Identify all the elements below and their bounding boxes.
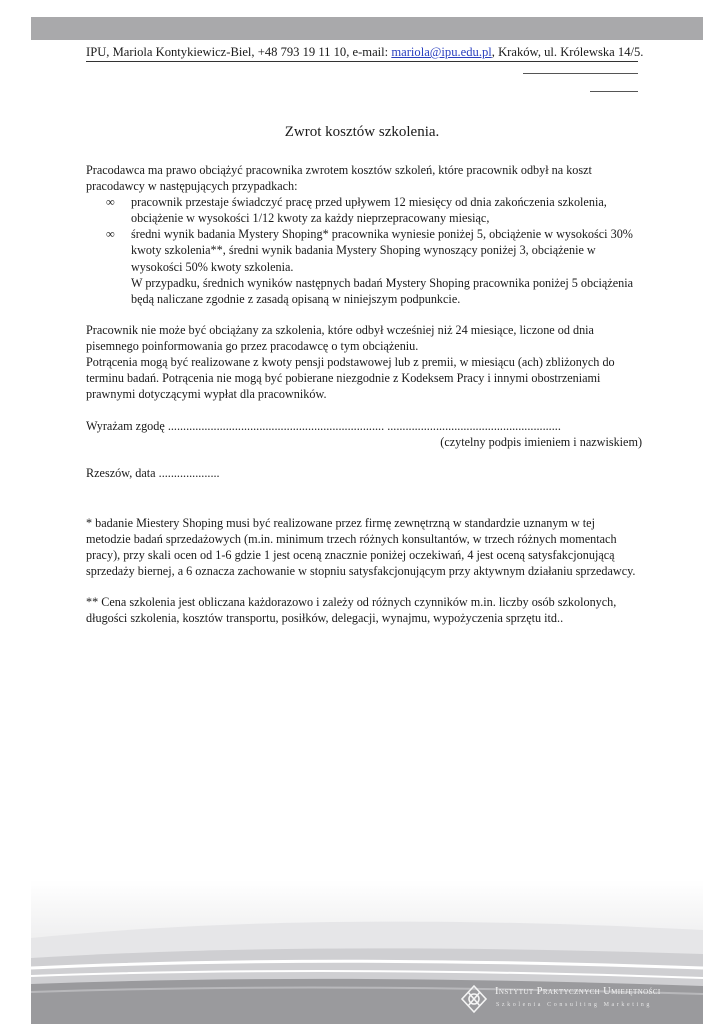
list-item	[86, 194, 642, 226]
header-bar	[31, 17, 703, 40]
paragraph-deductions: Potrącenia mogą być realizowane z kwoty pensji podstawowej lub z premii, w miesiącu (ach) zbliżonych do terminu badań. Potrącenia nie mogą być pobierane niezgodnie z Kodeksem Pracy i innymi obostrzeniami prawnymi dotyczącymi wypłat dla pracowników.	[86, 355, 615, 402]
header-divider	[86, 61, 638, 62]
footnotes	[86, 515, 642, 627]
list-item-text: pracownik przestaje świadczyć pracę przed upływem 12 miesięcy od dnia zakończenia szkolenia, obciążenie w wysokości 1/12 kwoty za każdy nieprzepracowany miesiąc,	[131, 195, 607, 226]
consent-block	[86, 418, 642, 450]
celtic-knot-icon	[458, 984, 490, 1014]
company-logo	[458, 982, 688, 1016]
logo-name: Instytut Praktycznych Umiejętności	[495, 986, 661, 997]
intro-paragraph: Pracodawca ma prawo obciążyć pracownika zwrotem kosztów szkoleń, które pracownik odbył na koszt pracodawcy w następujących przypadkach:	[86, 163, 592, 194]
email-link[interactable]: mariola@ipu.edu.pl	[391, 45, 492, 59]
conditions-list	[86, 194, 642, 274]
letterhead-address: , Kraków, ul. Królewska 14/5.	[491, 45, 644, 59]
signature-caption: (czytelny podpis imieniem i nazwiskiem)	[440, 435, 642, 450]
document-body	[86, 162, 642, 402]
signature-line-2	[590, 91, 638, 92]
signature-line-1	[523, 73, 638, 74]
paragraph-limit: Pracownik nie może być obciążany za szkolenia, które odbył wcześniej niż 24 miesiące, liczone od dnia pisemnego poinformowania go przez pracodawcę o tym obciążeniu.	[86, 322, 594, 353]
footnote-1: * badanie Miestery Shoping musi być realizowane przez firmę zewnętrzną w standardzie uznanym w tej metodzie badań sprzedażowych (m.in. minimum trzech różnych konsultantów, w trzech różnych momentach pracy), przy skali ocen od 1-6 gdzie 1 jest oceną znacznie poniżej oczekiwań, 4 jest oceną satysfakcjonującą sprzedaży biernej, a 6 oznacza zachowanie w stopniu satysfakcjonującym przy aktywnym działaniu sprzedawcy.	[86, 516, 636, 579]
document-title: Zwrot kosztów szkolenia.	[284, 124, 440, 140]
infinity-bullet-icon: ∞	[106, 195, 115, 210]
list-item-text: średni wynik badania Mystery Shoping* pracownika wyniesie poniżej 5, obciążenie w wysokości 30% kwoty szkolenia**, średni wynik badania Mystery Shoping wynoszący poniżej 3, obciążenie w wysokości 50% kwoty szkolenia.	[131, 227, 633, 274]
infinity-bullet-icon: ∞	[106, 227, 115, 242]
list-item	[86, 226, 642, 274]
bullet-note: W przypadku, średnich wyników następnych badań Mystery Shoping pracownika poniżej 5 obciążenia będą naliczane zgodnie z zasadą opisaną w niniejszym podpunkcie.	[131, 275, 634, 306]
letterhead-contact: IPU, Mariola Kontykiewicz-Biel, +48 793 19 11 10, e-mail:	[86, 45, 392, 59]
logo-tagline: Szkolenia Consulting Marketing	[496, 1002, 652, 1008]
date-line: Rzeszów, data ....................	[86, 466, 220, 480]
letterhead	[86, 44, 646, 60]
footnote-2: ** Cena szkolenia jest obliczana każdorazowo i zależy od różnych czynników m.in. liczby osób szkolonych, długości szkolenia, kosztów transportu, posiłków, delegacji, wynajmu, wypożyczenia sprzętu itd..	[86, 595, 617, 626]
consent-line: Wyrażam zgodę ....................................................................... .........................................................	[86, 419, 561, 433]
